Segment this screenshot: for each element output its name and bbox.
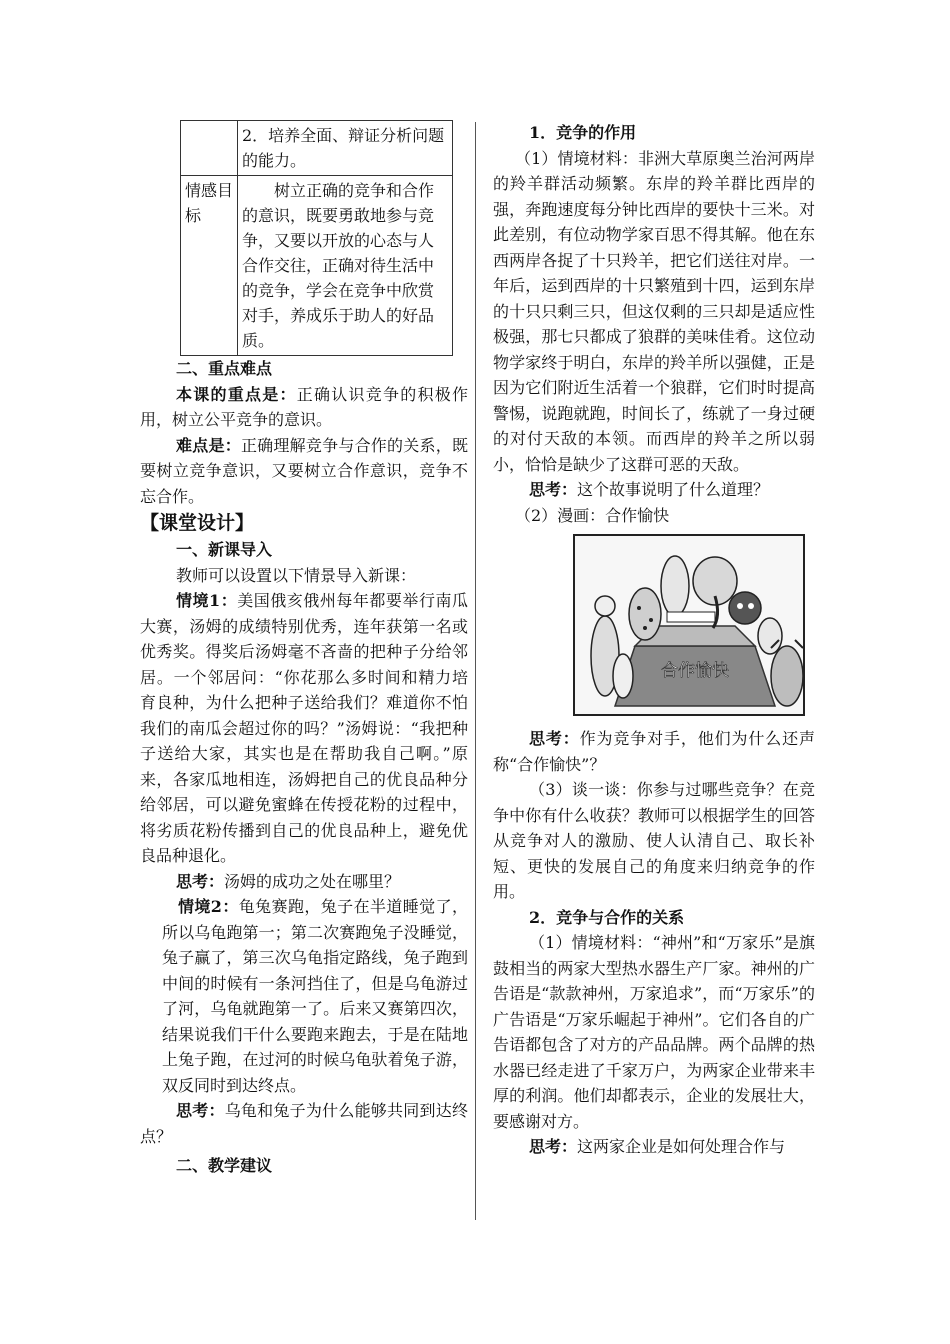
heading-advice: 二、教学建议 bbox=[176, 1156, 273, 1175]
think-1-lead: 思考： bbox=[176, 871, 225, 891]
question-2-lead: 思考： bbox=[529, 729, 580, 748]
difficulty-lead: 难点是： bbox=[176, 435, 241, 455]
question-3 bbox=[493, 1134, 815, 1160]
scenario-2 bbox=[140, 894, 468, 1098]
key-point-lead: 本课的重点是： bbox=[176, 384, 297, 404]
think-1 bbox=[140, 869, 468, 895]
think-2-text: 乌龟和兔子为什么能够共同到达终点？ bbox=[140, 1101, 468, 1146]
think-2-lead: 思考： bbox=[176, 1101, 225, 1120]
table-cell-label bbox=[181, 121, 238, 176]
question-2 bbox=[493, 726, 815, 777]
think-2 bbox=[140, 1098, 468, 1149]
intro-text: 教师可以设置以下情景导入新课： bbox=[176, 565, 417, 585]
key-point-text: 正确认识竞争的积极作用，树立公平竞争的意识。 bbox=[140, 384, 468, 429]
left-column bbox=[140, 120, 468, 1179]
difficulty-paragraph bbox=[140, 433, 468, 510]
scenario-1 bbox=[140, 588, 468, 869]
comic-image bbox=[573, 534, 805, 716]
scenario-1-text: 美国俄亥俄州每年都要举行南瓜大赛，汤姆的成绩特别优秀，连年获第一名或优秀奖。得奖后汤姆毫不吝啬的把种子分给邻居。一个邻居问：“你花那么多时间和精力培育良种，为什么把种子送给我们？难道你不怕我们的南瓜会超过你的吗？”汤姆说：“我把种子送给大家，其实也是在帮助我自己啊。”原来，各家瓜地相连，汤姆把自己的优良品种分给邻居，可以避免蜜蜂在传授花粉的过程中，将劣质花粉传播到自己的优良品种上，避免优良品种退化。 bbox=[140, 591, 468, 865]
question-2-text: 作为竞争对手，他们为什么还声称“合作愉快”？ bbox=[493, 729, 815, 774]
table-cell-label: 情感目标 bbox=[181, 176, 238, 356]
column-divider bbox=[475, 122, 476, 1220]
scenario-1-lead: 情境1： bbox=[176, 591, 238, 610]
question-1-text: 这个故事说明了什么道理？ bbox=[577, 480, 770, 499]
table-cell-text: 2．培养全面、辩证分析问题的能力。 bbox=[238, 121, 453, 176]
comic-caption: 合作愉快 bbox=[661, 661, 729, 681]
heading-key-points: 二、重点难点 bbox=[176, 359, 273, 378]
question-3-lead: 思考： bbox=[529, 1137, 578, 1156]
difficulty-text: 正确理解竞争与合作的关系，既要树立竞争意识，又要树立合作意识，竞争不忘合作。 bbox=[140, 435, 468, 506]
heading-class-design: 【课堂设计】 bbox=[140, 512, 255, 534]
question-1 bbox=[493, 477, 815, 503]
table-row bbox=[181, 176, 453, 356]
material-4: （1）情境材料：“神州”和“万家乐”是旗鼓相当的两家大型热水器生产厂家。神州的广告语是“款款神州，万家追求”，而“万家乐”的广告语是“万家乐崛起于神州”。它们各自的广告语都包含了对方的产品品牌。两个品牌的热水器已经走进了千家万户，为两家企业带来丰厚的利润。他们却都表示，企业的发展壮大，要感谢对方。 bbox=[493, 933, 815, 1131]
heading-competition-cooperation: 2．竞争与合作的关系 bbox=[529, 907, 685, 927]
key-point-paragraph bbox=[140, 382, 468, 433]
scenario-2-text: 龟兔赛跑，兔子在半道睡觉了，所以乌龟跑第一；第二次赛跑兔子没睡觉，兔子赢了，第三次乌龟指定路线，兔子跑到中间的时候有一条河挡住了，但是乌龟游过了河，乌龟就跑第一了。后来又赛第四次，结果说我们干什么要跑来跑去，于是在陆地上兔子跑，在过河的时候乌龟驮着兔子游， 双反同时到达终点。 bbox=[162, 897, 468, 1095]
right-column bbox=[493, 120, 815, 1160]
material-1: （1）情境材料：非洲大草原奥兰治河两岸的羚羊群活动频繁。东岸的羚羊群比西岸的强，奔跑速度每分钟比西岸的要快十三米。对此差别，有位动物学家百思不得其解。他在东西两岸各捉了十只羚羊，把它们送往对岸。一年后，运到西岸的十只繁殖到十四，运到东岸的十只只剩三只，但这仅剩的三只却是适应性极强，那七只都成了狼群的美味佳肴。这位动物学家终于明白，东岸的羚羊所以强健，正是因为它们附近生活着一个狼群，它们时时提高警惕，说跑就跑，时间长了，练就了一身过硬的对付天敌的本领。而西岸的羚羊之所以弱小，恰恰是缺少了这群可恶的天敌。 bbox=[493, 148, 815, 474]
question-3-text: 这两家企业是如何处理合作与 bbox=[577, 1137, 786, 1156]
scenario-2-lead: 情境2： bbox=[178, 897, 239, 916]
table-row bbox=[181, 121, 453, 176]
think-1-text: 汤姆的成功之处在哪里？ bbox=[224, 871, 401, 891]
goals-table bbox=[180, 120, 453, 356]
table-cell-text: 树立正确的竞争和合作的意识，既要勇敢地参与竞争，又要以开放的心态与人合作交往，正确对待生活中的竞争，学会在竞争中欣赏对手，养成乐于助人的好品质。 bbox=[238, 176, 453, 356]
comic-drawing bbox=[575, 536, 805, 716]
material-3: （3）谈一谈：你参与过哪些竞争？在竞争中你有什么收获？教师可以根据学生的回答从竞争对人的激励、使人认清自己、取长补短、更快的发展自己的角度来归纳竞争的作用。 bbox=[493, 780, 815, 901]
question-1-lead: 思考： bbox=[529, 480, 578, 499]
material-2: （2）漫画：合作愉快 bbox=[515, 505, 670, 525]
heading-competition-role: 1．竞争的作用 bbox=[529, 123, 637, 142]
heading-intro: 一、新课导入 bbox=[176, 540, 273, 559]
